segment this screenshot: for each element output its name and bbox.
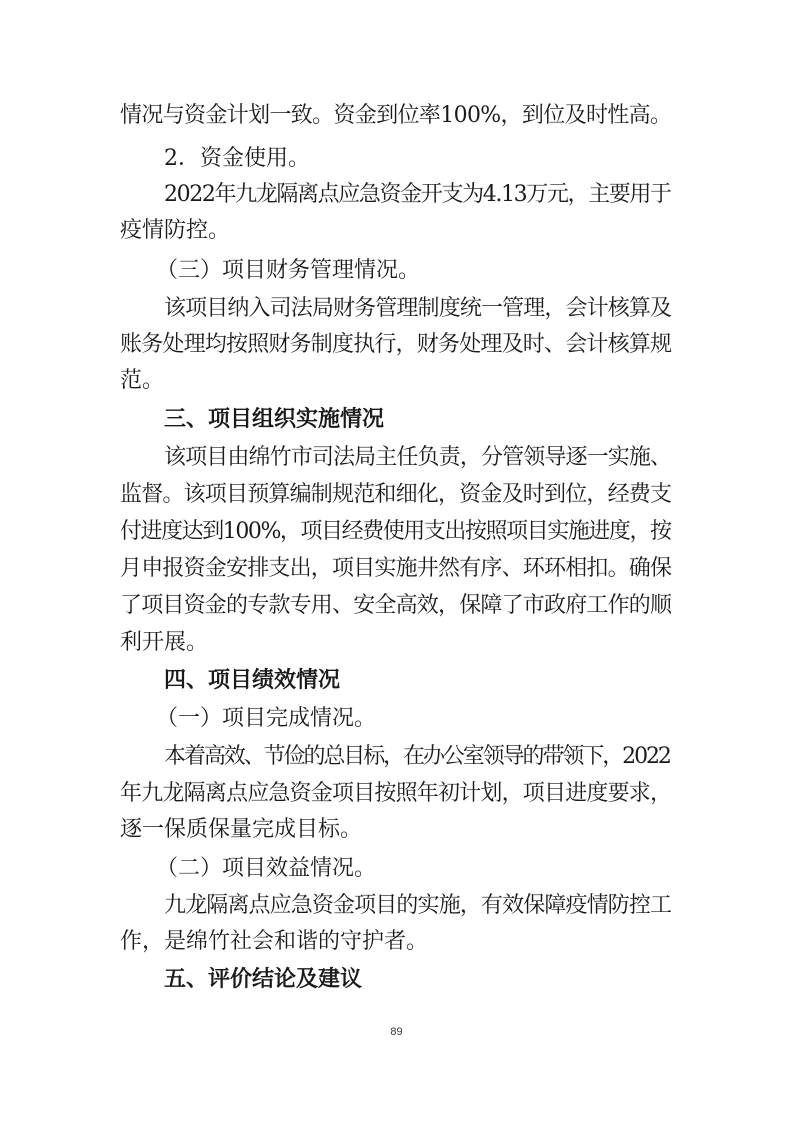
text-line (0, 887, 793, 925)
text-line (0, 513, 793, 551)
line-text: 疫情防控。 (120, 218, 231, 243)
line-text: （一）项目完成情况。 (156, 706, 377, 731)
line-text: 2．资金使用。 (164, 146, 310, 171)
text-line (0, 97, 793, 135)
text-line (0, 212, 793, 250)
heading-text: 五、评价结论及建议 (164, 967, 363, 992)
line-text: 该项目纳入司法局财务管理制度统一管理，会计核算及 (164, 296, 672, 321)
subheading-line (0, 850, 793, 888)
heading-text: 四、项目绩效情况 (164, 668, 341, 693)
line-text: 账务处理均按照财务制度执行，财务处理及时、会计核算规 (120, 332, 672, 357)
text-line (0, 550, 793, 588)
line-text: 该项目由绵竹市司法局主任负责，分管领导逐一实施、 (164, 445, 672, 470)
line-text: 本着高效、节俭的总目标，在办公室领导的带领下，2022 (164, 744, 670, 769)
text-line (0, 362, 793, 400)
text-line (0, 290, 793, 328)
line-text: 范。 (120, 368, 165, 393)
line-text: 付进度达到100%，项目经费使用支出按照项目实施进度，按 (120, 519, 671, 544)
page-number: 89 (390, 1026, 403, 1038)
line-text: 情况与资金计划一致。资金到位率100%，到位及时性高。 (120, 103, 672, 128)
text-line (0, 775, 793, 813)
line-text: 逐一保质保量完成目标。 (120, 817, 363, 842)
line-text: 九龙隔离点应急资金项目的实施，有效保障疫情防控工 (164, 893, 672, 918)
text-line (0, 176, 793, 214)
subheading-line (0, 252, 793, 290)
text-line (0, 587, 793, 625)
line-text: （三）项目财务管理情况。 (156, 258, 421, 283)
section-heading (0, 961, 793, 999)
text-line (0, 439, 793, 477)
subheading-line (0, 700, 793, 738)
text-line (0, 476, 793, 514)
line-text: 2022年九龙隔离点应急资金开支为4.13万元，主要用于 (164, 182, 671, 207)
text-line (0, 738, 793, 776)
line-text: （二）项目效益情况。 (156, 856, 377, 881)
line-text: 月申报资金安排支出，项目实施井然有序、环环相扣。确保 (120, 556, 672, 581)
line-text: 作，是绵竹社会和谐的守护者。 (120, 929, 429, 954)
line-text: 利开展。 (120, 630, 209, 655)
line-text: 了项目资金的专款专用、安全高效，保障了市政府工作的顺 (120, 593, 672, 618)
text-line (0, 923, 793, 961)
line-text: 监督。该项目预算编制规范和细化，资金及时到位，经费支 (120, 482, 672, 507)
text-line (0, 811, 793, 849)
heading-text: 三、项目组织实施情况 (164, 407, 385, 432)
text-line (0, 326, 793, 364)
section-heading (0, 401, 793, 439)
section-heading (0, 662, 793, 700)
text-line (0, 624, 793, 662)
line-text: 年九龙隔离点应急资金项目按照年初计划，项目进度要求， (120, 781, 672, 806)
list-item-line (0, 140, 793, 178)
